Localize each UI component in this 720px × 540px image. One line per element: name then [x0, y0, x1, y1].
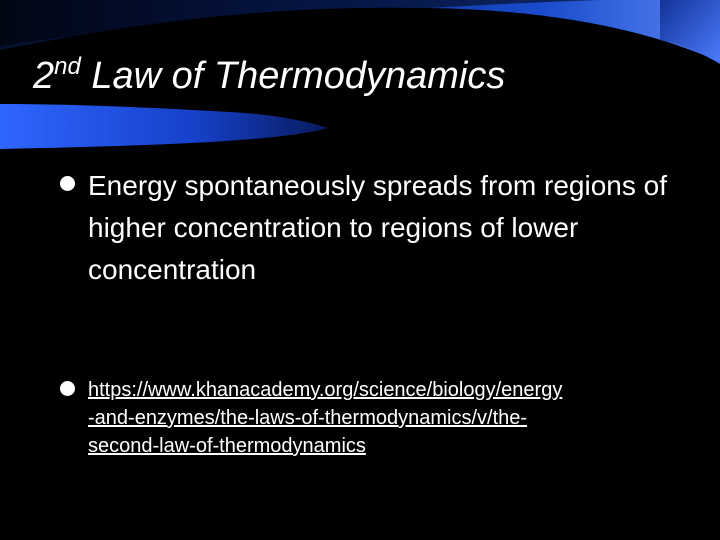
bullet-text: Energy spontaneously spreads from regions of higher concentration to regions of lower concentration	[88, 170, 667, 285]
bullet-dot-icon	[60, 176, 75, 191]
slide-title	[33, 53, 506, 98]
title-main-text: Law of Thermodynamics	[80, 55, 506, 97]
title-ordinal-suffix: nd	[54, 53, 81, 80]
right-edge-band	[660, 0, 720, 64]
title-ordinal-number: 2	[33, 55, 55, 97]
bullet-item	[60, 165, 710, 291]
bullet-dot-icon	[60, 381, 75, 396]
underline-swoosh-shape	[0, 104, 328, 149]
bullet-item	[60, 376, 710, 460]
khan-academy-link[interactable]: https://www.khanacademy.org/science/biology/energy -and-enzymes/the-laws-of-thermodynamics/v/the- second-law-of-thermodynamics	[88, 379, 563, 457]
